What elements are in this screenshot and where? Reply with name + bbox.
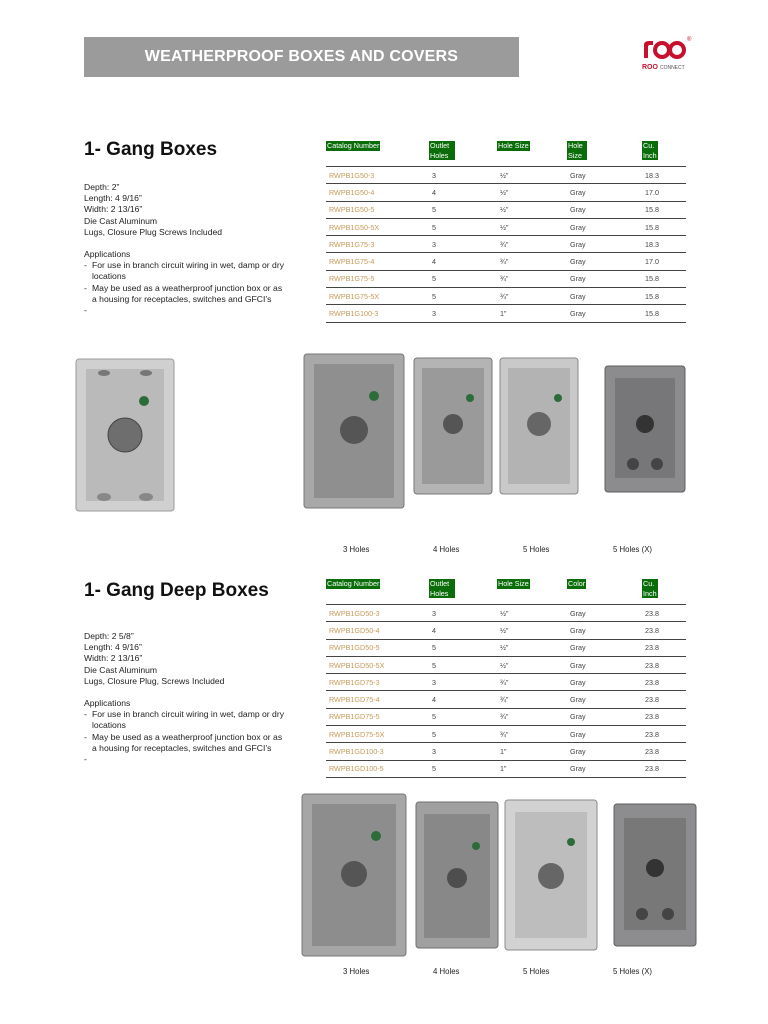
cell-hole-size: ¾” bbox=[497, 288, 567, 305]
cell-cu-inch: 23.8 bbox=[642, 656, 686, 673]
spec-width: Width: 2 13/16” bbox=[84, 653, 143, 664]
col-header-hole-size: Hole Size bbox=[497, 141, 567, 167]
cell-color: Gray bbox=[567, 184, 642, 201]
cell-outlet-holes: 3 bbox=[429, 305, 497, 322]
spec-width: Width: 2 13/16” bbox=[84, 204, 143, 215]
table-row bbox=[326, 218, 686, 235]
cell-color: Gray bbox=[567, 270, 642, 287]
logo-brand: ROO bbox=[642, 64, 658, 71]
spec-length: Length: 4 9/16” bbox=[84, 193, 142, 204]
applications-list bbox=[84, 260, 288, 305]
cell-catalog-number: RWPB1GD50-5X bbox=[326, 656, 429, 673]
table-row bbox=[326, 236, 686, 253]
table-header-row bbox=[326, 141, 686, 167]
cell-hole-size: ¾” bbox=[497, 674, 567, 691]
cell-hole-size: ¾” bbox=[497, 726, 567, 743]
spec-depth: Depth: 2 5/8” bbox=[84, 631, 134, 641]
cell-outlet-holes: 5 bbox=[429, 270, 497, 287]
box-photo bbox=[412, 356, 494, 496]
cell-cu-inch: 15.8 bbox=[642, 218, 686, 235]
table-row bbox=[326, 639, 686, 656]
cell-outlet-holes: 5 bbox=[429, 639, 497, 656]
cell-catalog-number: RWPB1GD75-3 bbox=[326, 674, 429, 691]
caption-5-holes-x: 5 Holes (X) bbox=[613, 545, 652, 554]
cell-catalog-number: RWPB1G75-5X bbox=[326, 288, 429, 305]
cell-catalog-number: RWPB1G75-5 bbox=[326, 270, 429, 287]
table-row bbox=[326, 270, 686, 287]
cell-catalog-number: RWPB1GD100-5 bbox=[326, 760, 429, 777]
cell-outlet-holes: 3 bbox=[429, 743, 497, 760]
cell-outlet-holes: 5 bbox=[429, 656, 497, 673]
cell-color: Gray bbox=[567, 656, 642, 673]
cell-cu-inch: 23.8 bbox=[642, 622, 686, 639]
cell-hole-size: ¾” bbox=[497, 691, 567, 708]
application-item: - For use in branch circuit wiring in wet, damp or dry locations bbox=[84, 709, 288, 731]
table-row bbox=[326, 760, 686, 777]
cell-color: Gray bbox=[567, 622, 642, 639]
cell-catalog-number: RWPB1G50-5X bbox=[326, 218, 429, 235]
table-row bbox=[326, 708, 686, 725]
col-header-catalog: Catalog Number bbox=[326, 579, 429, 605]
cell-color: Gray bbox=[567, 726, 642, 743]
cell-color: Gray bbox=[567, 167, 642, 184]
caption-5-holes: 5 Holes bbox=[523, 545, 550, 554]
list-dash: - bbox=[84, 305, 87, 316]
cell-outlet-holes: 5 bbox=[429, 288, 497, 305]
cell-catalog-number: RWPB1GD50-5 bbox=[326, 639, 429, 656]
cell-cu-inch: 15.8 bbox=[642, 305, 686, 322]
box-photo bbox=[414, 800, 500, 950]
cell-hole-size: 1” bbox=[497, 760, 567, 777]
cell-cu-inch: 23.8 bbox=[642, 605, 686, 622]
cell-outlet-holes: 4 bbox=[429, 253, 497, 270]
caption-3-holes: 3 Holes bbox=[343, 967, 370, 976]
col-header-hole-size: Hole Size bbox=[497, 579, 567, 605]
cell-outlet-holes: 4 bbox=[429, 622, 497, 639]
cell-hole-size: 1” bbox=[497, 305, 567, 322]
applications-list bbox=[84, 709, 288, 754]
cell-cu-inch: 18.3 bbox=[642, 167, 686, 184]
cell-outlet-holes: 4 bbox=[429, 184, 497, 201]
section-title: 1- Gang Boxes bbox=[84, 139, 218, 160]
cell-outlet-holes: 3 bbox=[429, 167, 497, 184]
cell-hole-size: ¾” bbox=[497, 708, 567, 725]
cell-color: Gray bbox=[567, 674, 642, 691]
cell-cu-inch: 17.0 bbox=[642, 184, 686, 201]
cell-hole-size: ½” bbox=[497, 184, 567, 201]
col-header-outlet-holes: Outlet Holes bbox=[429, 141, 497, 167]
cell-outlet-holes: 3 bbox=[429, 674, 497, 691]
table-row bbox=[326, 691, 686, 708]
cell-cu-inch: 15.8 bbox=[642, 270, 686, 287]
cell-cu-inch: 23.8 bbox=[642, 708, 686, 725]
cell-outlet-holes: 5 bbox=[429, 760, 497, 777]
table-row bbox=[326, 184, 686, 201]
table-row bbox=[326, 605, 686, 622]
table-row bbox=[326, 743, 686, 760]
cell-color: Gray bbox=[567, 639, 642, 656]
logo-sub: CONNECT bbox=[659, 65, 685, 71]
cell-cu-inch: 15.8 bbox=[642, 288, 686, 305]
application-item: - For use in branch circuit wiring in wet, damp or dry locations bbox=[84, 260, 288, 282]
cell-hole-size: ½” bbox=[497, 656, 567, 673]
spec-depth: Depth: 2” bbox=[84, 182, 120, 192]
caption-5-holes: 5 Holes bbox=[523, 967, 550, 976]
catalog-table bbox=[326, 141, 686, 323]
page-title-banner bbox=[84, 37, 519, 77]
logo-text bbox=[642, 64, 685, 71]
table-row bbox=[326, 726, 686, 743]
applications-heading: Applications bbox=[84, 698, 131, 709]
col-header-cu-inch: Cu. Inch bbox=[642, 579, 686, 605]
roo-logo-icon bbox=[640, 36, 686, 62]
spec-included: Lugs, Closure Plug, Screws Included bbox=[84, 675, 225, 686]
cell-catalog-number: RWPB1G50-5 bbox=[326, 201, 429, 218]
cell-outlet-holes: 3 bbox=[429, 236, 497, 253]
cell-cu-inch: 15.8 bbox=[642, 201, 686, 218]
cell-outlet-holes: 4 bbox=[429, 691, 497, 708]
cell-cu-inch: 23.8 bbox=[642, 691, 686, 708]
cell-cu-inch: 17.0 bbox=[642, 253, 686, 270]
box-photo bbox=[503, 798, 599, 952]
cell-color: Gray bbox=[567, 605, 642, 622]
box-photo bbox=[498, 356, 580, 496]
cell-color: Gray bbox=[567, 305, 642, 322]
box-3-holes-photo bbox=[72, 357, 178, 515]
cell-color: Gray bbox=[567, 253, 642, 270]
col-header-cu-inch: Cu. Inch bbox=[642, 141, 686, 167]
cell-hole-size: ½” bbox=[497, 605, 567, 622]
caption-5-holes-x: 5 Holes (X) bbox=[613, 967, 652, 976]
cell-catalog-number: RWPB1GD75-4 bbox=[326, 691, 429, 708]
table-row bbox=[326, 622, 686, 639]
col-header-outlet-holes: Outlet Holes bbox=[429, 579, 497, 605]
table-row bbox=[326, 253, 686, 270]
cell-cu-inch: 23.8 bbox=[642, 674, 686, 691]
caption-4-holes: 4 Holes bbox=[433, 967, 460, 976]
cell-catalog-number: RWPB1G50-4 bbox=[326, 184, 429, 201]
cell-catalog-number: RWPB1GD100-3 bbox=[326, 743, 429, 760]
col-header-catalog: Catalog Number bbox=[326, 141, 429, 167]
cell-hole-size: ¾” bbox=[497, 236, 567, 253]
box-photo bbox=[612, 802, 698, 948]
cell-hole-size: ½” bbox=[497, 218, 567, 235]
box-photo bbox=[300, 792, 408, 958]
cell-catalog-number: RWPB1GD50-4 bbox=[326, 622, 429, 639]
application-item: - May be used as a weatherproof junction box or as a housing for receptacles, switches and GFCI’s bbox=[84, 732, 288, 754]
cell-outlet-holes: 5 bbox=[429, 726, 497, 743]
list-dash: - bbox=[84, 754, 87, 765]
cell-catalog-number: RWPB1GD75-5X bbox=[326, 726, 429, 743]
spec-material: Die Cast Aluminum bbox=[84, 215, 158, 226]
cell-color: Gray bbox=[567, 218, 642, 235]
cell-color: Gray bbox=[567, 691, 642, 708]
cell-outlet-holes: 3 bbox=[429, 605, 497, 622]
page-title: WEATHERPROOF BOXES AND COVERS bbox=[144, 48, 459, 65]
cell-outlet-holes: 5 bbox=[429, 201, 497, 218]
cell-cu-inch: 23.8 bbox=[642, 639, 686, 656]
table-row bbox=[326, 656, 686, 673]
cell-color: Gray bbox=[567, 708, 642, 725]
table-row bbox=[326, 288, 686, 305]
cell-hole-size: ¾” bbox=[497, 253, 567, 270]
cell-catalog-number: RWPB1G75-4 bbox=[326, 253, 429, 270]
box-photo bbox=[603, 364, 687, 494]
cell-hole-size: 1” bbox=[497, 743, 567, 760]
spec-list bbox=[84, 182, 288, 316]
caption-3-holes: 3 Holes bbox=[343, 545, 370, 554]
spec-length: Length: 4 9/16” bbox=[84, 642, 142, 653]
cell-cu-inch: 18.3 bbox=[642, 236, 686, 253]
spec-included: Lugs, Closure Plug Screws Included bbox=[84, 226, 223, 237]
section-title: 1- Gang Deep Boxes bbox=[84, 580, 269, 601]
cell-color: Gray bbox=[567, 760, 642, 777]
catalog-table bbox=[326, 579, 686, 778]
cell-cu-inch: 23.8 bbox=[642, 743, 686, 760]
cell-color: Gray bbox=[567, 236, 642, 253]
table-header-row bbox=[326, 579, 686, 605]
spec-material: Die Cast Aluminum bbox=[84, 664, 158, 675]
registered-mark: ® bbox=[687, 37, 692, 43]
box-photo bbox=[302, 352, 406, 510]
cell-hole-size: ½” bbox=[497, 639, 567, 656]
table-row bbox=[326, 305, 686, 322]
cell-outlet-holes: 5 bbox=[429, 708, 497, 725]
table-row bbox=[326, 167, 686, 184]
applications-heading: Applications bbox=[84, 249, 131, 260]
cell-color: Gray bbox=[567, 288, 642, 305]
cell-hole-size: ½” bbox=[497, 167, 567, 184]
cell-color: Gray bbox=[567, 743, 642, 760]
cell-catalog-number: RWPB1GD50-3 bbox=[326, 605, 429, 622]
col-header-hole-size-2: Hole Size bbox=[567, 141, 642, 167]
cell-catalog-number: RWPB1G75-3 bbox=[326, 236, 429, 253]
table-row bbox=[326, 674, 686, 691]
cell-hole-size: ½” bbox=[497, 622, 567, 639]
cell-cu-inch: 23.8 bbox=[642, 760, 686, 777]
cell-catalog-number: RWPB1G50-3 bbox=[326, 167, 429, 184]
caption-4-holes: 4 Holes bbox=[433, 545, 460, 554]
cell-catalog-number: RWPB1GD75-5 bbox=[326, 708, 429, 725]
cell-cu-inch: 23.8 bbox=[642, 726, 686, 743]
col-header-color: Color bbox=[567, 579, 642, 605]
cell-color: Gray bbox=[567, 201, 642, 218]
table-row bbox=[326, 201, 686, 218]
cell-hole-size: ¾” bbox=[497, 270, 567, 287]
spec-list bbox=[84, 631, 288, 765]
roo-connect-logo bbox=[632, 34, 702, 76]
application-item: - May be used as a weatherproof junction box or as a housing for receptacles, switches and GFCI’s bbox=[84, 283, 288, 305]
cell-outlet-holes: 5 bbox=[429, 218, 497, 235]
cell-catalog-number: RWPB1G100-3 bbox=[326, 305, 429, 322]
cell-hole-size: ½” bbox=[497, 201, 567, 218]
